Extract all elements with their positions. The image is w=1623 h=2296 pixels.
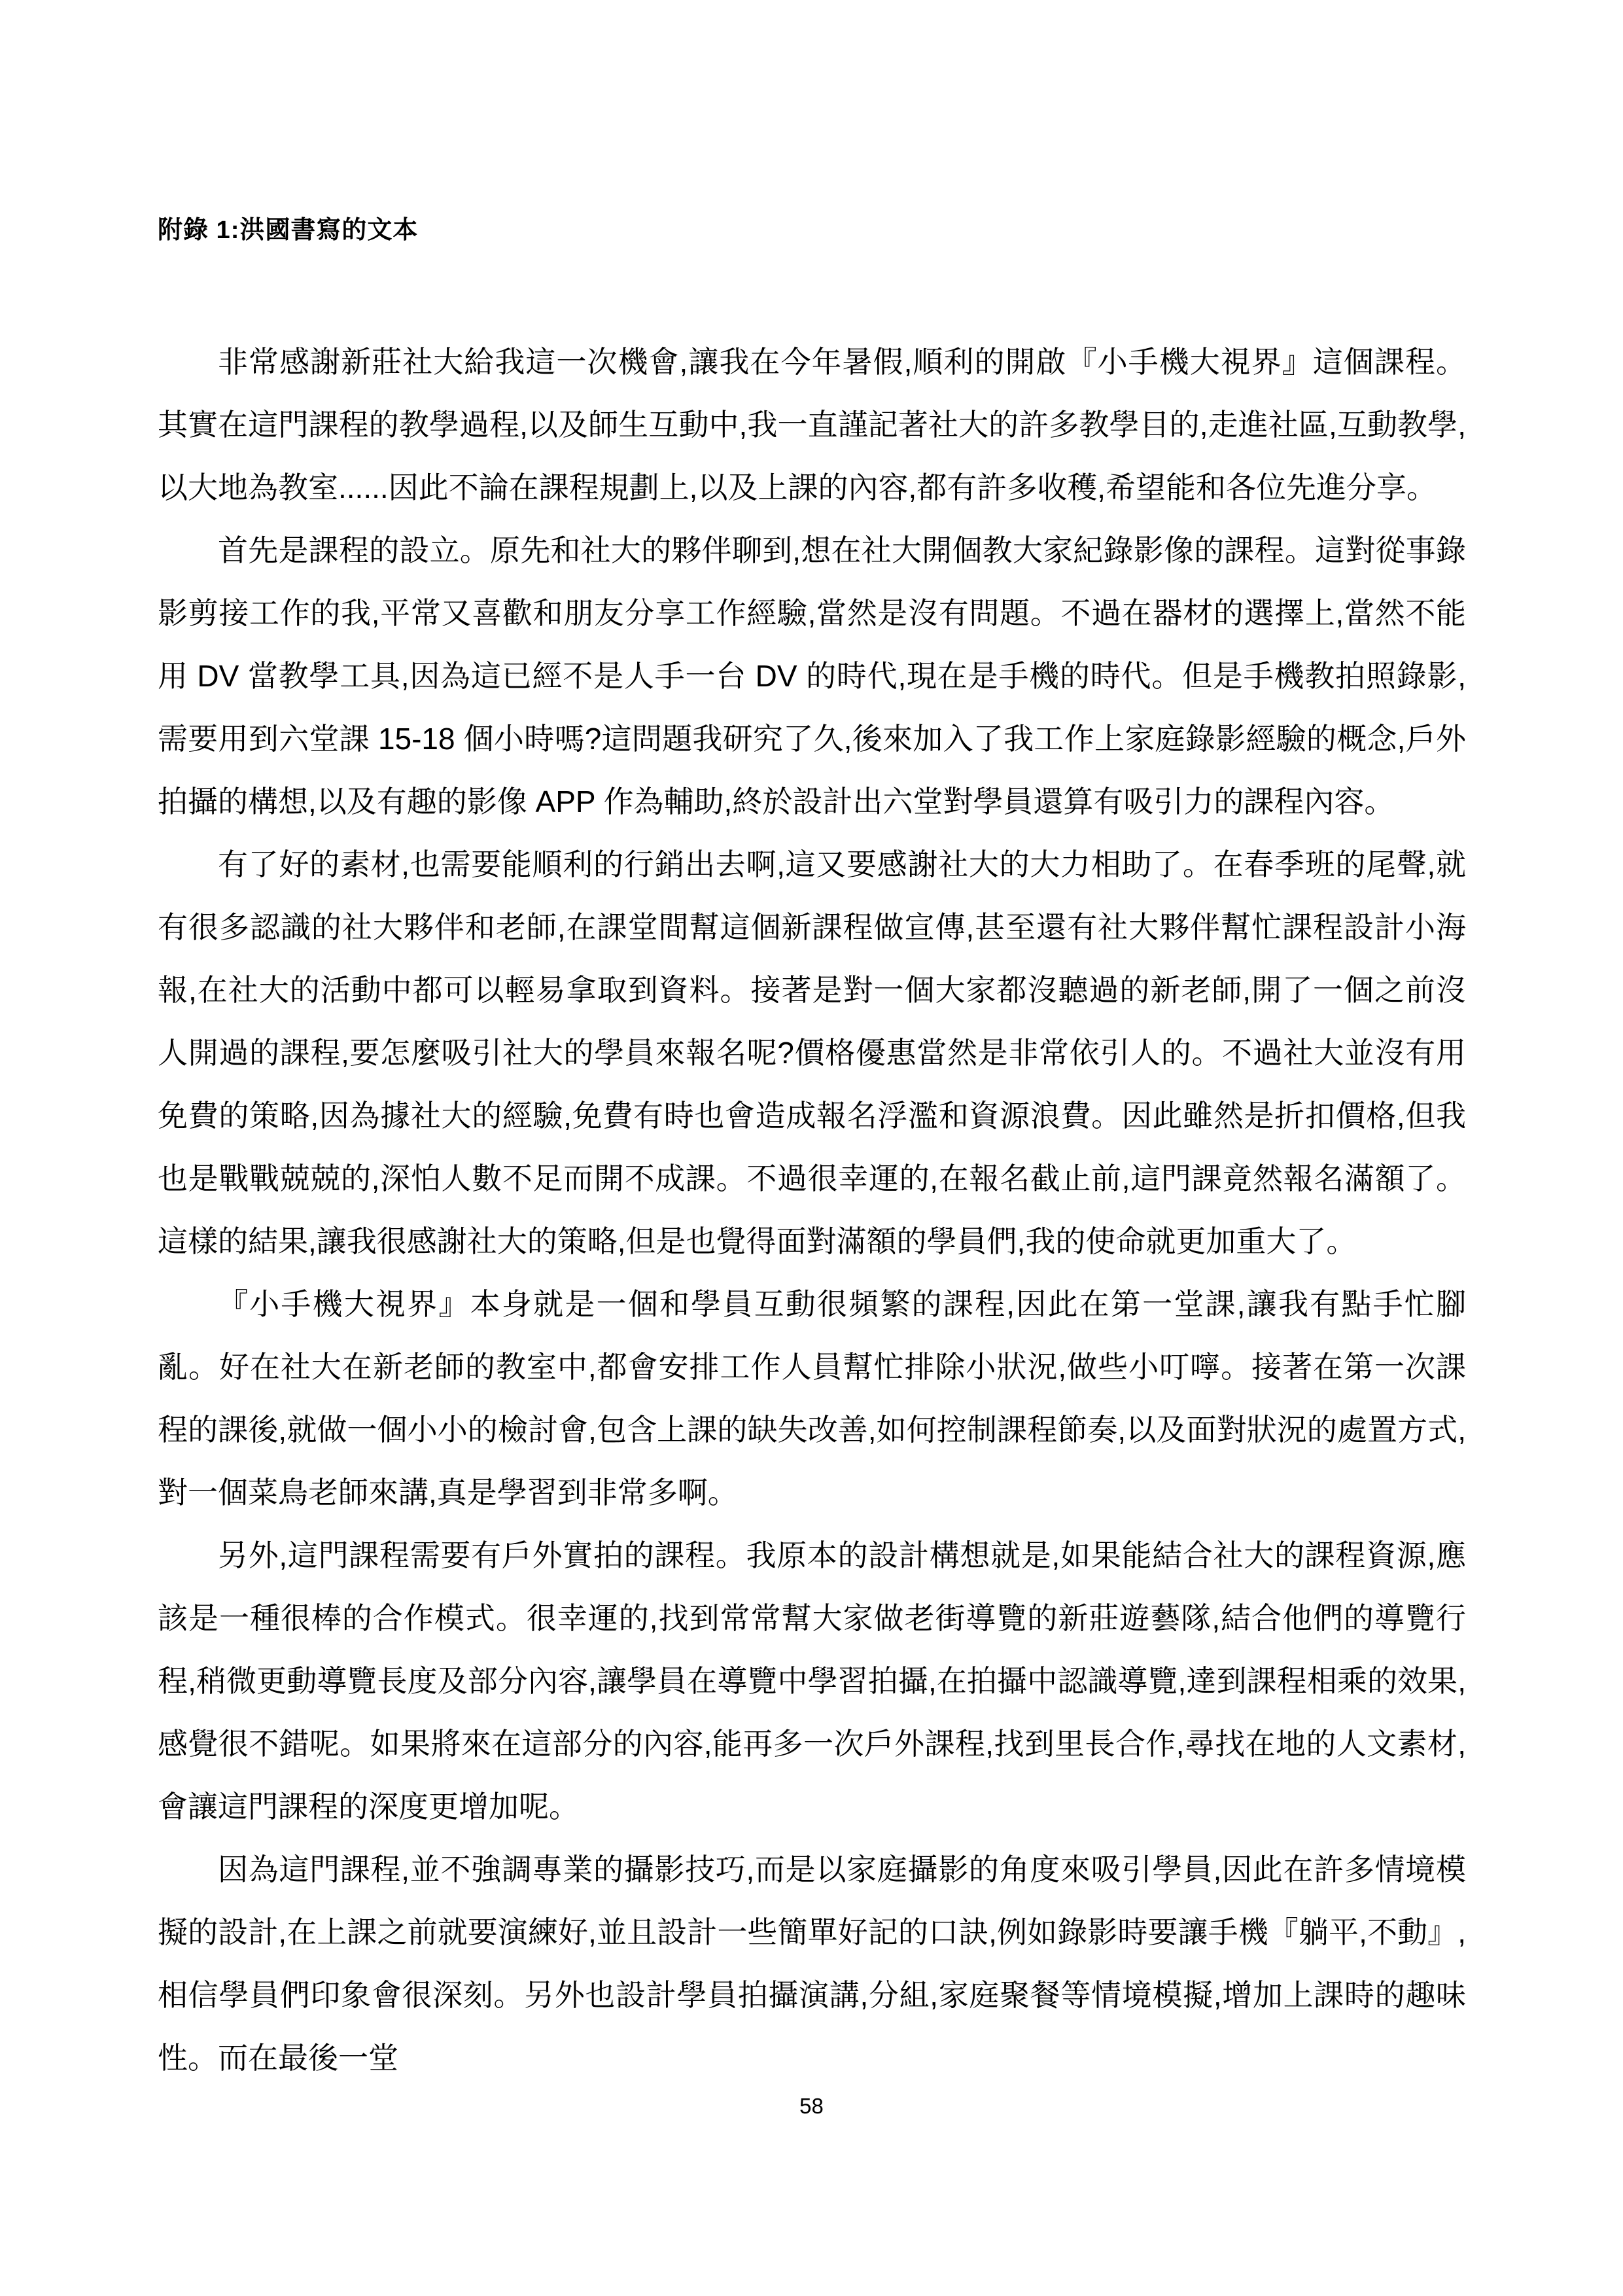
paragraph: 因為這門課程,並不強調專業的攝影技巧,而是以家庭攝影的角度來吸引學員,因此在許多情境模擬的設計,在上課之前就要演練好,並且設計一些簡單好記的口訣,例如錄影時要讓手機『躺平,不動』,相信學員們印象會很深刻。另外也設計學員拍攝演講,分組,家庭聚餐等情境模擬,增加上課時的趣味性。而在最後一堂 xyxy=(158,1852,1466,2075)
paragraph: 另外,這門課程需要有戶外實拍的課程。我原本的設計構想就是,如果能結合社大的課程資源,應該是一種很棒的合作模式。很幸運的,找到常常幫大家做老街導覽的新莊遊藝隊,結合他們的導覽行程,稍微更動導覽長度及部分內容,讓學員在導覽中學習拍攝,在拍攝中認識導覽,達到課程相乘的效果,感覺很不錯呢。如果將來在這部分的內容,能再多一次戶外課程,找到里長合作,尋找在地的人文素材,會讓這門課程的深度更增加呢。 xyxy=(158,1538,1466,1824)
document-body xyxy=(158,330,1466,2089)
paragraph: 『小手機大視界』本身就是一個和學員互動很頻繁的課程,因此在第一堂課,讓我有點手忙腳亂。好在社大在新老師的教室中,都會安排工作人員幫忙排除小狀況,做些小叮嚀。接著在第一次課程的課後,就做一個小小的檢討會,包含上課的缺失改善,如何控制課程節奏,以及面對狀況的處置方式,對一個菜鳥老師來講,真是學習到非常多啊。 xyxy=(158,1287,1466,1510)
paragraph: 非常感謝新莊社大給我這一次機會,讓我在今年暑假,順利的開啟『小手機大視界』這個課程。其實在這門課程的教學過程,以及師生互動中,我一直謹記著社大的許多教學目的,走進社區,互動教學,以大地為教室......因此不論在課程規劃上,以及上課的內容,都有許多收穫,希望能和各位先進分享。 xyxy=(158,345,1466,504)
appendix-heading: 附錄 1:洪國書寫的文本 xyxy=(158,217,419,244)
paragraph: 首先是課程的設立。原先和社大的夥伴聊到,想在社大開個教大家紀錄影像的課程。這對從事錄影剪接工作的我,平常又喜歡和朋友分享工作經驗,當然是沒有問題。不過在器材的選擇上,當然不能用 DV 當教學工具,因為這已經不是人手一台 DV 的時代,現在是手機的時代。但是手機教拍照錄影,需要用到六堂課 15-18 個小時嗎?這問題我研究了久,後來加入了我工作上家庭錄影經驗的概念,戶外拍攝的構想,以及有趣的影像 APP 作為輔助,終於設計出六堂對學員還算有吸引力的課程內容。 xyxy=(158,533,1466,819)
paragraph: 有了好的素材,也需要能順利的行銷出去啊,這又要感謝社大的大力相助了。在春季班的尾聲,就有很多認識的社大夥伴和老師,在課堂間幫這個新課程做宣傳,甚至還有社大夥伴幫忙課程設計小海報,在社大的活動中都可以輕易拿取到資料。接著是對一個大家都沒聽過的新老師,開了一個之前沒人開過的課程,要怎麼吸引社大的學員來報名呢?價格優惠當然是非常依引人的。不過社大並沒有用免費的策略,因為據社大的經驗,免費有時也會造成報名浮濫和資源浪費。因此雖然是折扣價格,但我也是戰戰兢兢的,深怕人數不足而開不成課。不過很幸運的,在報名截止前,這門課竟然報名滿額了。這樣的結果,讓我很感謝社大的策略,但是也覺得面對滿額的學員們,我的使命就更加重大了。 xyxy=(158,847,1466,1258)
page-number: 58 xyxy=(799,2094,824,2118)
